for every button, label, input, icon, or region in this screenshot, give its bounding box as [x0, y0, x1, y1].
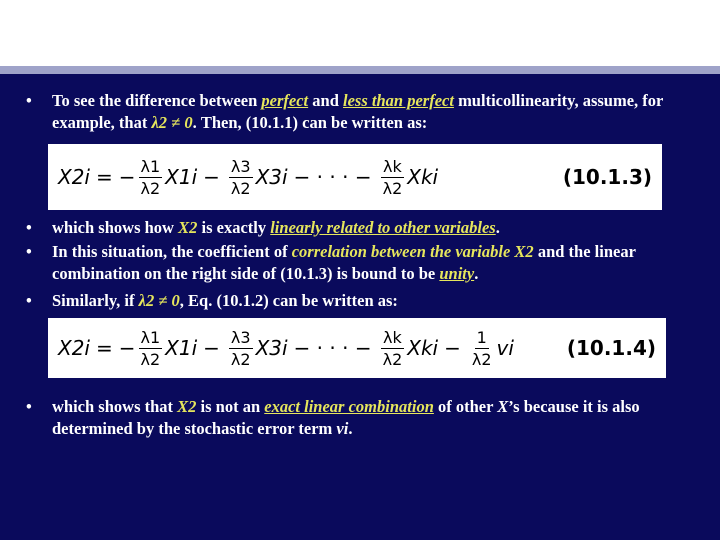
- bullet-dot: •: [26, 91, 32, 110]
- bullet-dot: •: [26, 218, 32, 237]
- eq-var: X3i: [255, 336, 288, 360]
- frac-num: λk: [383, 327, 402, 347]
- math-lambda-condition: λ2 ≠ 0: [151, 113, 193, 132]
- text-run: which shows that: [52, 397, 178, 416]
- eq-sign: −: [203, 336, 220, 360]
- eq-fraction: [381, 157, 405, 198]
- highlight-correlation: correlation between the variable X2: [291, 242, 534, 261]
- text-run: ’s because it is also determined by the stochastic error term: [52, 397, 640, 438]
- highlight-exact-linear-combination: exact linear combination: [264, 397, 434, 416]
- eq-ellipsis: − · · · −: [293, 336, 372, 360]
- equation-10-1-4: [48, 318, 666, 378]
- eq-equals: =: [95, 165, 113, 189]
- eq-lhs: X2i: [58, 336, 90, 360]
- bullet-not-exact-text: [52, 396, 702, 440]
- equation-body: [58, 144, 438, 210]
- frac-num: λ1: [140, 156, 161, 176]
- text-run: is not an: [196, 397, 265, 416]
- eq-equals: =: [95, 336, 113, 360]
- frac-den: λ2: [471, 349, 492, 369]
- text-run: In this situation, the coefficient of: [52, 242, 292, 261]
- text-run: of other: [433, 397, 498, 416]
- math-lambda-condition: λ2 ≠ 0: [138, 291, 180, 310]
- header-rule: [0, 66, 720, 74]
- eq-ellipsis: − · · · −: [293, 165, 372, 189]
- eq-sign: −: [203, 165, 220, 189]
- text-run: and: [308, 91, 344, 110]
- eq-var: Xki: [407, 336, 439, 360]
- bullet-dot: •: [26, 291, 32, 310]
- eq-var: vi: [496, 336, 514, 360]
- text-run: . Then, (10.1.1) can be written as:: [192, 113, 428, 132]
- eq-fraction: [229, 328, 253, 369]
- eq-sign: −: [118, 336, 136, 360]
- frac-num: λ1: [140, 327, 161, 347]
- frac-den: λ2: [382, 349, 403, 369]
- bullet-linear-relation-text: [52, 217, 702, 239]
- text-run: which shows how: [52, 218, 179, 237]
- equation-number: (10.1.4): [566, 336, 656, 360]
- bullet-intro-text: [52, 90, 702, 134]
- frac-den: λ2: [230, 349, 251, 369]
- math-x2: X2: [177, 397, 197, 416]
- equation-body: [58, 318, 514, 378]
- frac-num: λ3: [230, 327, 251, 347]
- text-run: , Eq. (10.1.2) can be written as:: [179, 291, 398, 310]
- eq-var: X1i: [165, 336, 198, 360]
- header-band: [0, 0, 720, 66]
- bullet-dot: •: [26, 242, 32, 261]
- text-run: To see the difference between: [52, 91, 262, 110]
- eq-fraction: [381, 328, 405, 369]
- highlight-unity: unity: [439, 264, 475, 283]
- eq-fraction: [139, 328, 163, 369]
- frac-num: λ3: [230, 156, 251, 176]
- frac-den: λ2: [140, 349, 161, 369]
- frac-den: λ2: [382, 178, 403, 198]
- highlight-less-than-perfect: less than perfect: [343, 91, 454, 110]
- eq-sign: −: [444, 336, 461, 360]
- text-run: .: [495, 218, 500, 237]
- text-run: and the linear combination on the right side of (10.1.3) is bound to be: [52, 242, 636, 283]
- eq-fraction: [229, 157, 253, 198]
- frac-den: λ2: [140, 178, 161, 198]
- text-run: Similarly, if: [52, 291, 139, 310]
- bullet-similarly-text: [52, 290, 702, 312]
- eq-var: X3i: [255, 165, 288, 189]
- text-run: .: [348, 419, 353, 438]
- highlight-perfect: perfect: [261, 91, 309, 110]
- equation-number: (10.1.3): [562, 165, 652, 189]
- text-run: multicollinearity, assume, for example, that: [52, 91, 664, 132]
- highlight-linearly-related: linearly related to other variables: [270, 218, 496, 237]
- frac-num: 1: [476, 327, 487, 347]
- text-run: is exactly: [197, 218, 271, 237]
- frac-den: λ2: [230, 178, 251, 198]
- eq-var: Xki: [407, 165, 439, 189]
- text-run: .: [474, 264, 479, 283]
- math-x2: X2: [178, 218, 198, 237]
- math-vi: vi: [336, 419, 349, 438]
- bullet-correlation-text: [52, 241, 702, 285]
- eq-lhs: X2i: [58, 165, 90, 189]
- math-x: X: [497, 397, 509, 416]
- eq-var: X1i: [165, 165, 198, 189]
- eq-fraction: [470, 328, 494, 369]
- frac-num: λk: [383, 156, 402, 176]
- eq-sign: −: [118, 165, 136, 189]
- bullet-dot: •: [26, 397, 32, 416]
- equation-10-1-3: [48, 144, 662, 210]
- eq-fraction: [139, 157, 163, 198]
